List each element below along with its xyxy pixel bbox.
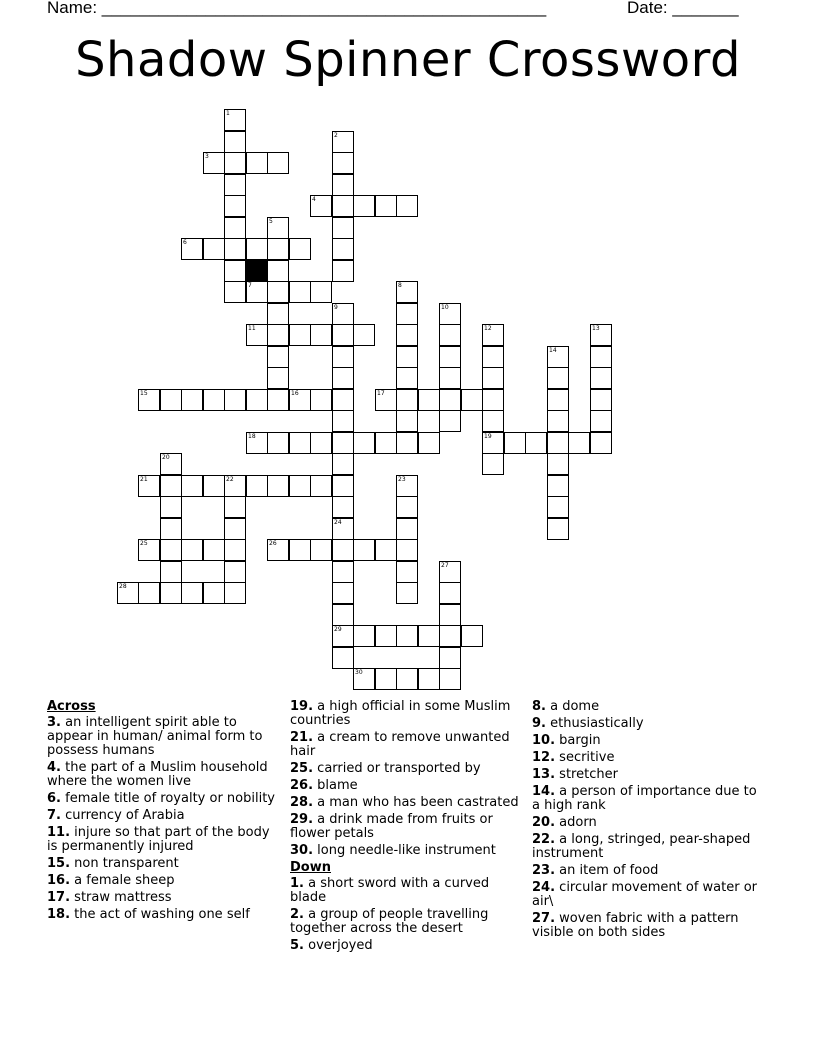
clue-item-text: a dome	[550, 699, 600, 714]
grid-cell[interactable]	[224, 238, 246, 260]
grid-cell[interactable]	[224, 174, 246, 196]
clue-item	[47, 809, 277, 823]
grid-cell[interactable]	[439, 324, 461, 346]
grid-cell[interactable]	[224, 475, 246, 497]
clue-item	[290, 908, 520, 936]
grid-cell[interactable]	[267, 303, 289, 325]
clue-item-number: 13.	[532, 767, 556, 782]
clue-item	[290, 844, 520, 858]
clue-item-text: a long, stringed, pear-shaped instrument	[532, 832, 751, 861]
clue-item-number: 20.	[532, 815, 556, 830]
clue-number: 3	[205, 153, 209, 160]
grid-cell[interactable]	[224, 131, 246, 153]
grid-cell[interactable]	[332, 647, 354, 669]
grid-cell[interactable]	[289, 475, 311, 497]
grid-cell[interactable]	[590, 367, 612, 389]
clue-number: 30	[355, 669, 363, 676]
grid-cell[interactable]	[332, 410, 354, 432]
grid-cell[interactable]	[310, 475, 332, 497]
clue-number: 5	[269, 218, 273, 225]
clue-item-text: an item of food	[559, 863, 659, 878]
clues-column-3	[532, 700, 762, 943]
clue-item-text: female title of royalty or nobility	[65, 791, 275, 806]
clue-item-text: bargin	[559, 733, 601, 748]
grid-cell[interactable]	[246, 281, 268, 303]
grid-cell[interactable]	[396, 303, 418, 325]
clue-item	[47, 792, 277, 806]
page-title: Shadow Spinner Crossword	[75, 32, 741, 88]
grid-cell[interactable]	[138, 389, 160, 411]
grid-cell[interactable]	[590, 410, 612, 432]
grid-cell[interactable]	[418, 389, 440, 411]
grid-cell[interactable]	[160, 582, 182, 604]
grid-cell[interactable]	[547, 496, 569, 518]
across-heading: Across	[47, 699, 96, 714]
clue-item	[47, 716, 277, 758]
grid-cell[interactable]	[332, 367, 354, 389]
blocked-cell	[246, 260, 268, 282]
grid-cell[interactable]	[396, 195, 418, 217]
grid-cell[interactable]	[289, 281, 311, 303]
grid-cell[interactable]	[203, 152, 225, 174]
clue-item	[47, 761, 277, 789]
grid-cell[interactable]	[375, 539, 397, 561]
grid-cell[interactable]	[138, 582, 160, 604]
grid-cell[interactable]	[181, 539, 203, 561]
clue-item-text: secritive	[559, 750, 615, 765]
grid-cell[interactable]	[504, 432, 526, 454]
grid-cell[interactable]	[289, 324, 311, 346]
clue-number: 19	[484, 433, 492, 440]
clue-item-number: 24.	[532, 880, 556, 895]
clue-item-number: 17.	[47, 890, 71, 905]
clue-item-number: 1.	[290, 876, 304, 891]
clue-item-text: adorn	[559, 815, 597, 830]
grid-cell[interactable]	[547, 389, 569, 411]
clue-item-text: a man who has been castrated	[317, 795, 519, 810]
grid-cell[interactable]	[396, 367, 418, 389]
grid-cell[interactable]	[482, 367, 504, 389]
clue-item-number: 14.	[532, 784, 556, 799]
clue-item-number: 27.	[532, 911, 556, 926]
clue-item-number: 29.	[290, 812, 314, 827]
clue-item	[290, 762, 520, 776]
grid-cell[interactable]	[289, 389, 311, 411]
grid-cell[interactable]	[246, 152, 268, 174]
grid-cell[interactable]	[246, 475, 268, 497]
grid-cell[interactable]	[224, 217, 246, 239]
grid-cell[interactable]	[332, 625, 354, 647]
grid-cell[interactable]	[181, 389, 203, 411]
clues-column-2	[290, 700, 520, 956]
grid-cell[interactable]	[547, 453, 569, 475]
grid-cell[interactable]	[439, 668, 461, 690]
grid-cell[interactable]	[590, 346, 612, 368]
grid-cell[interactable]	[332, 432, 354, 454]
grid-cell[interactable]	[547, 432, 569, 454]
grid-cell[interactable]	[310, 281, 332, 303]
clue-number: 9	[334, 304, 338, 311]
grid-cell[interactable]	[224, 195, 246, 217]
grid-cell[interactable]	[224, 496, 246, 518]
clue-item-number: 6.	[47, 791, 61, 806]
grid-cell[interactable]	[332, 582, 354, 604]
grid-cell[interactable]	[332, 131, 354, 153]
clue-item-text: an intelligent spirit able to appear in human/ animal form to possess humans	[47, 715, 263, 758]
grid-cell[interactable]	[181, 238, 203, 260]
date-field-label: Date: _______	[627, 0, 739, 17]
grid-cell[interactable]	[203, 582, 225, 604]
grid-cell[interactable]	[439, 389, 461, 411]
grid-cell[interactable]	[224, 539, 246, 561]
grid-cell[interactable]	[375, 625, 397, 647]
grid-cell[interactable]	[332, 346, 354, 368]
grid-cell[interactable]	[375, 389, 397, 411]
grid-cell[interactable]	[396, 625, 418, 647]
grid-cell[interactable]	[224, 260, 246, 282]
grid-cell[interactable]	[439, 410, 461, 432]
clue-number: 10	[441, 304, 449, 311]
grid-cell[interactable]	[482, 410, 504, 432]
grid-cell[interactable]	[482, 346, 504, 368]
clue-item-text: the part of a Muslim household where the women live	[47, 760, 268, 789]
clue-item-text: the act of washing one self	[74, 907, 250, 922]
grid-cell[interactable]	[418, 625, 440, 647]
grid-cell[interactable]	[396, 539, 418, 561]
grid-cell[interactable]	[547, 346, 569, 368]
clue-item	[532, 816, 762, 830]
grid-cell[interactable]	[267, 346, 289, 368]
grid-cell[interactable]	[310, 539, 332, 561]
clue-number: 17	[377, 390, 385, 397]
clue-item-number: 18.	[47, 907, 71, 922]
grid-cell[interactable]	[224, 109, 246, 131]
clue-item-number: 21.	[290, 730, 314, 745]
clue-item-number: 4.	[47, 760, 61, 775]
clue-item-number: 26.	[290, 778, 314, 793]
grid-cell[interactable]	[461, 389, 483, 411]
grid-cell[interactable]	[203, 389, 225, 411]
grid-cell[interactable]	[332, 195, 354, 217]
grid-cell[interactable]	[138, 539, 160, 561]
clue-item	[47, 908, 277, 922]
grid-cell[interactable]	[181, 475, 203, 497]
clue-item-number: 25.	[290, 761, 314, 776]
clue-number: 22	[226, 476, 234, 483]
clue-item	[290, 779, 520, 793]
grid-cell[interactable]	[353, 432, 375, 454]
clue-item-text: a female sheep	[74, 873, 175, 888]
clue-item-text: non transparent	[74, 856, 179, 871]
clue-item-text: stretcher	[559, 767, 618, 782]
grid-cell[interactable]	[375, 195, 397, 217]
grid-cell[interactable]	[160, 496, 182, 518]
grid-cell[interactable]	[224, 152, 246, 174]
clue-item-text: a group of people travelling together across the desert	[290, 907, 489, 936]
grid-cell[interactable]	[289, 238, 311, 260]
clue-item	[47, 857, 277, 871]
grid-cell[interactable]	[396, 410, 418, 432]
grid-cell[interactable]	[267, 475, 289, 497]
grid-cell[interactable]	[396, 281, 418, 303]
grid-cell[interactable]	[267, 432, 289, 454]
grid-cell[interactable]	[224, 389, 246, 411]
clue-item	[47, 826, 277, 854]
clue-item	[532, 734, 762, 748]
clue-item	[532, 833, 762, 861]
clue-item	[532, 717, 762, 731]
clue-item	[290, 939, 520, 953]
grid-cell[interactable]	[267, 238, 289, 260]
grid-cell[interactable]	[289, 432, 311, 454]
grid-cell[interactable]	[332, 475, 354, 497]
grid-cell[interactable]	[353, 195, 375, 217]
grid-cell[interactable]	[332, 217, 354, 239]
grid-cell[interactable]	[267, 324, 289, 346]
grid-cell[interactable]	[267, 389, 289, 411]
clue-item-text: a drink made from fruits or flower petals	[290, 812, 493, 841]
grid-cell[interactable]	[181, 582, 203, 604]
clue-item-text: carried or transported by	[317, 761, 481, 776]
clue-number: 14	[549, 347, 557, 354]
clue-item	[532, 751, 762, 765]
clue-item	[532, 785, 762, 813]
grid-cell[interactable]	[267, 260, 289, 282]
clue-item-number: 19.	[290, 699, 314, 714]
clue-item-text: woven fabric with a pattern visible on both sides	[532, 911, 739, 940]
grid-cell[interactable]	[418, 432, 440, 454]
grid-cell[interactable]	[332, 324, 354, 346]
grid-cell[interactable]	[224, 582, 246, 604]
grid-cell[interactable]	[267, 281, 289, 303]
clue-item	[47, 891, 277, 905]
clue-item	[47, 874, 277, 888]
clue-item-number: 9.	[532, 716, 546, 731]
grid-cell[interactable]	[461, 625, 483, 647]
clues-column-1	[47, 700, 277, 925]
grid-cell[interactable]	[568, 432, 590, 454]
grid-cell[interactable]	[117, 582, 139, 604]
clue-number: 12	[484, 325, 492, 332]
grid-cell[interactable]	[267, 539, 289, 561]
clue-number: 2	[334, 132, 338, 139]
grid-cell[interactable]	[160, 453, 182, 475]
clue-number: 28	[119, 583, 127, 590]
grid-cell[interactable]	[310, 389, 332, 411]
grid-cell[interactable]	[396, 561, 418, 583]
grid-cell[interactable]	[396, 346, 418, 368]
clue-item	[532, 700, 762, 714]
grid-cell[interactable]	[547, 410, 569, 432]
clue-item-number: 5.	[290, 938, 304, 953]
clue-number: 6	[183, 239, 187, 246]
grid-cell[interactable]	[160, 539, 182, 561]
grid-cell[interactable]	[203, 539, 225, 561]
grid-cell[interactable]	[590, 432, 612, 454]
grid-cell[interactable]	[310, 195, 332, 217]
down-heading: Down	[290, 860, 331, 875]
clue-number: 18	[248, 433, 256, 440]
clue-item	[290, 813, 520, 841]
clue-item-text: a high official in some Muslim countries	[290, 699, 511, 728]
clue-item-number: 28.	[290, 795, 314, 810]
clue-number: 20	[162, 454, 170, 461]
clue-item-text: currency of Arabia	[65, 808, 185, 823]
clue-item	[532, 912, 762, 940]
clue-item-text: injure so that part of the body is permanently injured	[47, 825, 270, 854]
clue-number: 15	[140, 390, 148, 397]
grid-cell[interactable]	[160, 389, 182, 411]
clue-number: 27	[441, 562, 449, 569]
grid-cell[interactable]	[439, 303, 461, 325]
clue-item-text: overjoyed	[308, 938, 373, 953]
clue-number: 8	[398, 282, 402, 289]
clue-item-text: a cream to remove unwanted hair	[290, 730, 510, 759]
clue-item-text: circular movement of water or air\	[532, 880, 758, 909]
grid-cell[interactable]	[439, 346, 461, 368]
clue-item	[290, 731, 520, 759]
grid-cell[interactable]	[396, 475, 418, 497]
clue-item-number: 11.	[47, 825, 71, 840]
clue-number: 4	[312, 196, 316, 203]
grid-cell[interactable]	[439, 367, 461, 389]
grid-cell[interactable]	[332, 518, 354, 540]
clue-item-number: 7.	[47, 808, 61, 823]
clue-item	[532, 881, 762, 909]
grid-cell[interactable]	[160, 518, 182, 540]
grid-cell[interactable]	[396, 324, 418, 346]
grid-cell[interactable]	[332, 260, 354, 282]
clue-item-number: 30.	[290, 843, 314, 858]
clue-number: 25	[140, 540, 148, 547]
clue-item	[532, 864, 762, 878]
grid-cell[interactable]	[547, 367, 569, 389]
clue-number: 16	[291, 390, 299, 397]
grid-cell[interactable]	[310, 432, 332, 454]
clue-number: 7	[248, 282, 252, 289]
grid-cell[interactable]	[396, 518, 418, 540]
clue-item	[290, 796, 520, 810]
clue-item-text: long needle-like instrument	[317, 843, 496, 858]
clue-item-number: 2.	[290, 907, 304, 922]
grid-cell[interactable]	[439, 647, 461, 669]
grid-cell[interactable]	[396, 668, 418, 690]
grid-cell[interactable]	[353, 324, 375, 346]
name-field-label: Name: _______________________________________________	[47, 0, 547, 17]
grid-cell[interactable]	[267, 367, 289, 389]
grid-cell[interactable]	[375, 668, 397, 690]
grid-cell[interactable]	[439, 604, 461, 626]
clue-item-text: straw mattress	[74, 890, 172, 905]
grid-cell[interactable]	[332, 303, 354, 325]
clue-number: 21	[140, 476, 148, 483]
grid-cell[interactable]	[246, 238, 268, 260]
grid-cell[interactable]	[160, 561, 182, 583]
clue-item-number: 16.	[47, 873, 71, 888]
grid-cell[interactable]	[203, 475, 225, 497]
clue-number: 11	[248, 325, 256, 332]
grid-cell[interactable]	[310, 324, 332, 346]
clue-item-number: 8.	[532, 699, 546, 714]
clue-item-text: a short sword with a curved blade	[290, 876, 490, 905]
grid-cell[interactable]	[267, 217, 289, 239]
grid-cell[interactable]	[418, 668, 440, 690]
clue-item-number: 23.	[532, 863, 556, 878]
clue-number: 29	[334, 626, 342, 633]
grid-cell[interactable]	[439, 625, 461, 647]
grid-cell[interactable]	[332, 453, 354, 475]
grid-cell[interactable]	[396, 496, 418, 518]
grid-cell[interactable]	[396, 432, 418, 454]
grid-cell[interactable]	[439, 582, 461, 604]
grid-cell[interactable]	[246, 389, 268, 411]
grid-cell[interactable]	[396, 582, 418, 604]
grid-cell[interactable]	[353, 625, 375, 647]
grid-cell[interactable]	[482, 453, 504, 475]
grid-cell[interactable]	[332, 152, 354, 174]
grid-cell[interactable]	[332, 539, 354, 561]
clue-number: 24	[334, 519, 342, 526]
grid-cell[interactable]	[353, 668, 375, 690]
grid-cell[interactable]	[439, 561, 461, 583]
grid-cell[interactable]	[396, 389, 418, 411]
grid-cell[interactable]	[547, 518, 569, 540]
grid-cell[interactable]	[246, 324, 268, 346]
clue-item-number: 3.	[47, 715, 61, 730]
clue-item-text: ethusiastically	[550, 716, 644, 731]
grid-cell[interactable]	[332, 238, 354, 260]
grid-cell[interactable]	[590, 389, 612, 411]
grid-cell[interactable]	[482, 389, 504, 411]
grid-cell[interactable]	[160, 475, 182, 497]
clue-item-number: 12.	[532, 750, 556, 765]
grid-cell[interactable]	[332, 174, 354, 196]
grid-cell[interactable]	[224, 518, 246, 540]
clue-item	[532, 768, 762, 782]
clue-item-text: a person of importance due to a high rank	[532, 784, 757, 813]
grid-cell[interactable]	[203, 238, 225, 260]
grid-cell[interactable]	[267, 152, 289, 174]
grid-cell[interactable]	[375, 432, 397, 454]
grid-cell[interactable]	[332, 561, 354, 583]
clue-item-number: 22.	[532, 832, 556, 847]
grid-cell[interactable]	[547, 475, 569, 497]
clue-item-text: blame	[317, 778, 358, 793]
grid-cell[interactable]	[332, 496, 354, 518]
grid-cell[interactable]	[138, 475, 160, 497]
grid-cell[interactable]	[332, 389, 354, 411]
grid-cell[interactable]	[353, 539, 375, 561]
grid-cell[interactable]	[332, 604, 354, 626]
clue-number: 13	[592, 325, 600, 332]
grid-cell[interactable]	[482, 324, 504, 346]
grid-cell[interactable]	[224, 281, 246, 303]
clue-number: 1	[226, 110, 230, 117]
clue-item-number: 15.	[47, 856, 71, 871]
grid-cell[interactable]	[590, 324, 612, 346]
clue-number: 23	[398, 476, 406, 483]
clue-item	[290, 877, 520, 905]
grid-cell[interactable]	[289, 539, 311, 561]
grid-cell[interactable]	[246, 432, 268, 454]
clue-item-number: 10.	[532, 733, 556, 748]
grid-cell[interactable]	[525, 432, 547, 454]
grid-cell[interactable]	[482, 432, 504, 454]
clue-item	[290, 700, 520, 728]
grid-cell[interactable]	[224, 561, 246, 583]
clue-number: 26	[269, 540, 277, 547]
